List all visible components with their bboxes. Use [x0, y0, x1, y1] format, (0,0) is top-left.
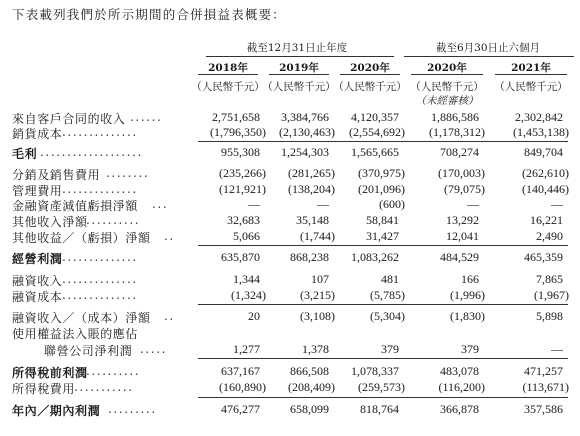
cell-2020: 58,841: [366, 213, 399, 227]
cell-2020-h1: 484,529: [440, 250, 479, 264]
subtotal-rule-net: [198, 397, 568, 398]
cell-2021-h1: 849,704: [524, 145, 563, 159]
subtotal-rule-pretax: [198, 358, 568, 359]
cell-2020: 1,083,262: [351, 250, 399, 264]
row-revenue: [0, 110, 580, 126]
cell-2019: 1,254,303: [281, 145, 329, 159]
row-finance-costs: [0, 288, 580, 304]
row-label: 使用權益法入賬的應佔: [12, 327, 139, 341]
row-label: 融資收入／（成本）淨額: [12, 311, 151, 325]
row-dots: ..........: [86, 364, 141, 378]
cell-2020: (2,554,692): [349, 125, 405, 139]
cell-2019: (281,265): [288, 166, 335, 180]
row-other-gains: [0, 229, 580, 245]
row-profit-before-tax: [0, 364, 580, 380]
period-underline-dec31: [206, 56, 394, 57]
row-label: 經營利潤: [12, 252, 63, 266]
row-cost-of-sales: [0, 125, 580, 141]
cell-2020-h1: 708,274: [440, 145, 479, 159]
row-label: 年內／期內利潤: [12, 404, 101, 418]
subtotal-rule-gross: [198, 141, 568, 142]
cell-2020: (5,785): [370, 288, 405, 302]
cell-2020: 31,427: [366, 229, 399, 243]
row-label: 所得稅前利潤: [12, 366, 88, 380]
row-label: 融資成本: [12, 290, 63, 304]
unit-label-2020-h1: （人民幣千元）: [410, 81, 484, 93]
row-income-tax: [0, 380, 580, 396]
year-header-2019: 2019年: [279, 62, 319, 74]
cell-2021-h1: 5,898: [536, 309, 563, 323]
cell-2020-h1: (1,996): [450, 288, 485, 302]
row-distribution-selling: [0, 166, 580, 182]
cell-2020: 1,078,337: [351, 364, 399, 378]
row-label: 分銷及銷售費用: [12, 168, 101, 182]
cell-2020: (201,096): [358, 182, 405, 196]
row-dots: ..............: [62, 272, 138, 286]
cell-2020: 818,764: [360, 402, 399, 416]
subtotal-rule-finance: [198, 304, 568, 305]
cell-2019: (2,130,463): [279, 125, 335, 139]
cell-2021-h1: (262,610): [522, 166, 569, 180]
row-label: 管理費用: [12, 184, 63, 198]
unit-label-2021-h1: （人民幣千元）: [494, 81, 568, 93]
cell-2020-h1: (79,075): [444, 182, 485, 196]
cell-2018: 476,277: [221, 402, 260, 416]
row-label: 融資收入: [12, 274, 63, 288]
cell-2021-h1: (113,671): [522, 380, 569, 394]
period-header-jun30: 截至6月30日止六個月: [435, 42, 541, 54]
cell-2019: —: [317, 197, 329, 211]
intro-text: 下表載列我們於所示期間的合併損益表概要：: [12, 7, 287, 22]
cell-2021-h1: (140,446): [522, 182, 569, 196]
row-net-profit: [0, 402, 580, 418]
cell-2020: (259,573): [358, 380, 405, 394]
cell-2021-h1: 471,257: [524, 364, 563, 378]
row-dots: ..............: [62, 250, 138, 264]
cell-2021-h1: (1,453,138): [513, 125, 569, 139]
row-associates-profit: [0, 342, 580, 358]
cell-2021-h1: 357,586: [524, 402, 563, 416]
cell-2019: 35,148: [296, 213, 329, 227]
unit-label-2020: （人民幣千元）: [333, 81, 407, 93]
cell-2018: 955,308: [221, 145, 260, 159]
unit-label-2019: （人民幣千元）: [262, 81, 336, 93]
cell-2018: 32,683: [227, 213, 260, 227]
cell-2020-h1: 366,878: [440, 402, 479, 416]
cell-2020: (600): [379, 197, 405, 211]
cell-2018: (1,324): [231, 288, 266, 302]
cell-2019: (1,744): [300, 229, 335, 243]
cell-2019: 868,238: [290, 250, 329, 264]
cell-2018: 1,277: [233, 342, 260, 356]
cell-2018: (1,796,350): [210, 125, 266, 139]
cell-2020: (5,304): [370, 309, 405, 323]
cell-2019: 658,099: [290, 402, 329, 416]
cell-2021-h1: 2,302,842: [515, 110, 563, 124]
row-finance-income: [0, 272, 580, 288]
row-equity-method-heading: [0, 325, 580, 341]
row-dots: ...........: [74, 380, 134, 394]
cell-2021-h1: 16,221: [530, 213, 563, 227]
cell-2018: (121,921): [219, 182, 266, 196]
row-dots: ..: [164, 229, 175, 243]
cell-2020-h1: (1,178,312): [429, 125, 485, 139]
period-underline-jun30: [404, 56, 574, 57]
row-dots: .........: [108, 402, 157, 416]
cell-2018: 2,751,658: [212, 110, 260, 124]
cell-2019: (208,409): [288, 380, 335, 394]
cell-2020-h1: (116,200): [438, 380, 485, 394]
period-header-dec31: 截至12月31日止年度: [246, 42, 348, 54]
row-label: 其他收入淨額: [12, 215, 88, 229]
year-underline-2019: [269, 74, 329, 75]
row-label: 金融資產減值虧損淨額: [12, 199, 139, 213]
cell-2021-h1: 2,490: [536, 229, 563, 243]
row-dots: ..............: [62, 182, 138, 196]
row-other-income: [0, 213, 580, 229]
unit-label-2018: （人民幣千元）: [191, 81, 265, 93]
cell-2018: 5,066: [233, 229, 260, 243]
row-dots: ...................: [40, 145, 143, 159]
cell-2018: 20: [248, 309, 260, 323]
year-header-2021-h1: 2021年: [511, 62, 551, 74]
cell-2020-h1: (1,830): [450, 309, 485, 323]
cell-2018: (235,266): [219, 166, 266, 180]
cell-2021-h1: —: [551, 197, 563, 211]
row-label: 其他收益／（虧損）淨額: [12, 231, 151, 245]
cell-2019: 1,378: [302, 342, 329, 356]
row-label: 毛利: [12, 147, 38, 161]
cell-2020: (370,975): [358, 166, 405, 180]
year-underline-2020-h1: [411, 74, 483, 75]
cell-2018: (160,890): [219, 380, 266, 394]
cell-2020-h1: 379: [461, 342, 479, 356]
row-net-finance: [0, 309, 580, 325]
row-dots: ..............: [62, 125, 138, 139]
cell-2018: —: [248, 197, 260, 211]
row-impairment: [0, 197, 580, 213]
year-underline-2021-h1: [495, 74, 567, 75]
cell-2021-h1: 7,865: [536, 272, 563, 286]
row-dots: ........: [106, 166, 150, 180]
row-dots: .....: [140, 342, 168, 356]
cell-2019: 107: [311, 272, 329, 286]
cell-2021-h1: (1,967): [534, 288, 569, 302]
cell-2019: 866,508: [290, 364, 329, 378]
cell-2020: 379: [381, 342, 399, 356]
subtotal-rule-operating: [198, 245, 568, 246]
row-dots: ......: [130, 110, 163, 124]
cell-2021-h1: —: [551, 342, 563, 356]
cell-2020-h1: 12,041: [446, 229, 479, 243]
cell-2020-h1: —: [467, 197, 479, 211]
row-dots: ...: [152, 197, 169, 211]
row-label: 所得稅費用: [12, 382, 76, 396]
cell-2018: 635,870: [221, 250, 260, 264]
cell-2020: 481: [381, 272, 399, 286]
cell-2019: (3,108): [300, 309, 335, 323]
cell-2019: (3,215): [300, 288, 335, 302]
cell-2020: 4,120,357: [351, 110, 399, 124]
unaudited-note: （未經審核）: [415, 95, 479, 107]
row-admin-expenses: [0, 182, 580, 198]
cell-2018: 1,344: [233, 272, 260, 286]
row-dots: ..: [164, 309, 175, 323]
year-underline-2020: [340, 74, 400, 75]
year-underline-2018: [198, 74, 258, 75]
cell-2020-h1: (170,003): [438, 166, 485, 180]
row-operating-profit: [0, 250, 580, 266]
row-label: 來自客戶合同的收入: [12, 112, 126, 126]
cell-2019: 3,384,766: [281, 110, 329, 124]
cell-2021-h1: 465,359: [524, 250, 563, 264]
cell-2020: 1,565,665: [351, 145, 399, 159]
year-header-2018: 2018年: [208, 62, 248, 74]
cell-2020-h1: 1,886,586: [431, 110, 479, 124]
cell-2020-h1: 13,292: [446, 213, 479, 227]
row-gross-profit: [0, 145, 580, 161]
cell-2020-h1: 483,078: [440, 364, 479, 378]
year-header-2020-h1: 2020年: [427, 62, 467, 74]
row-dots: ..............: [62, 288, 138, 302]
cell-2018: 637,167: [221, 364, 260, 378]
row-dots: ..........: [86, 213, 141, 227]
cell-2020-h1: 166: [461, 272, 479, 286]
cell-2019: (138,204): [288, 182, 335, 196]
row-label: 銷貨成本: [12, 127, 63, 141]
row-label: 聯營公司淨利潤: [44, 344, 133, 358]
year-header-2020: 2020年: [350, 62, 390, 74]
